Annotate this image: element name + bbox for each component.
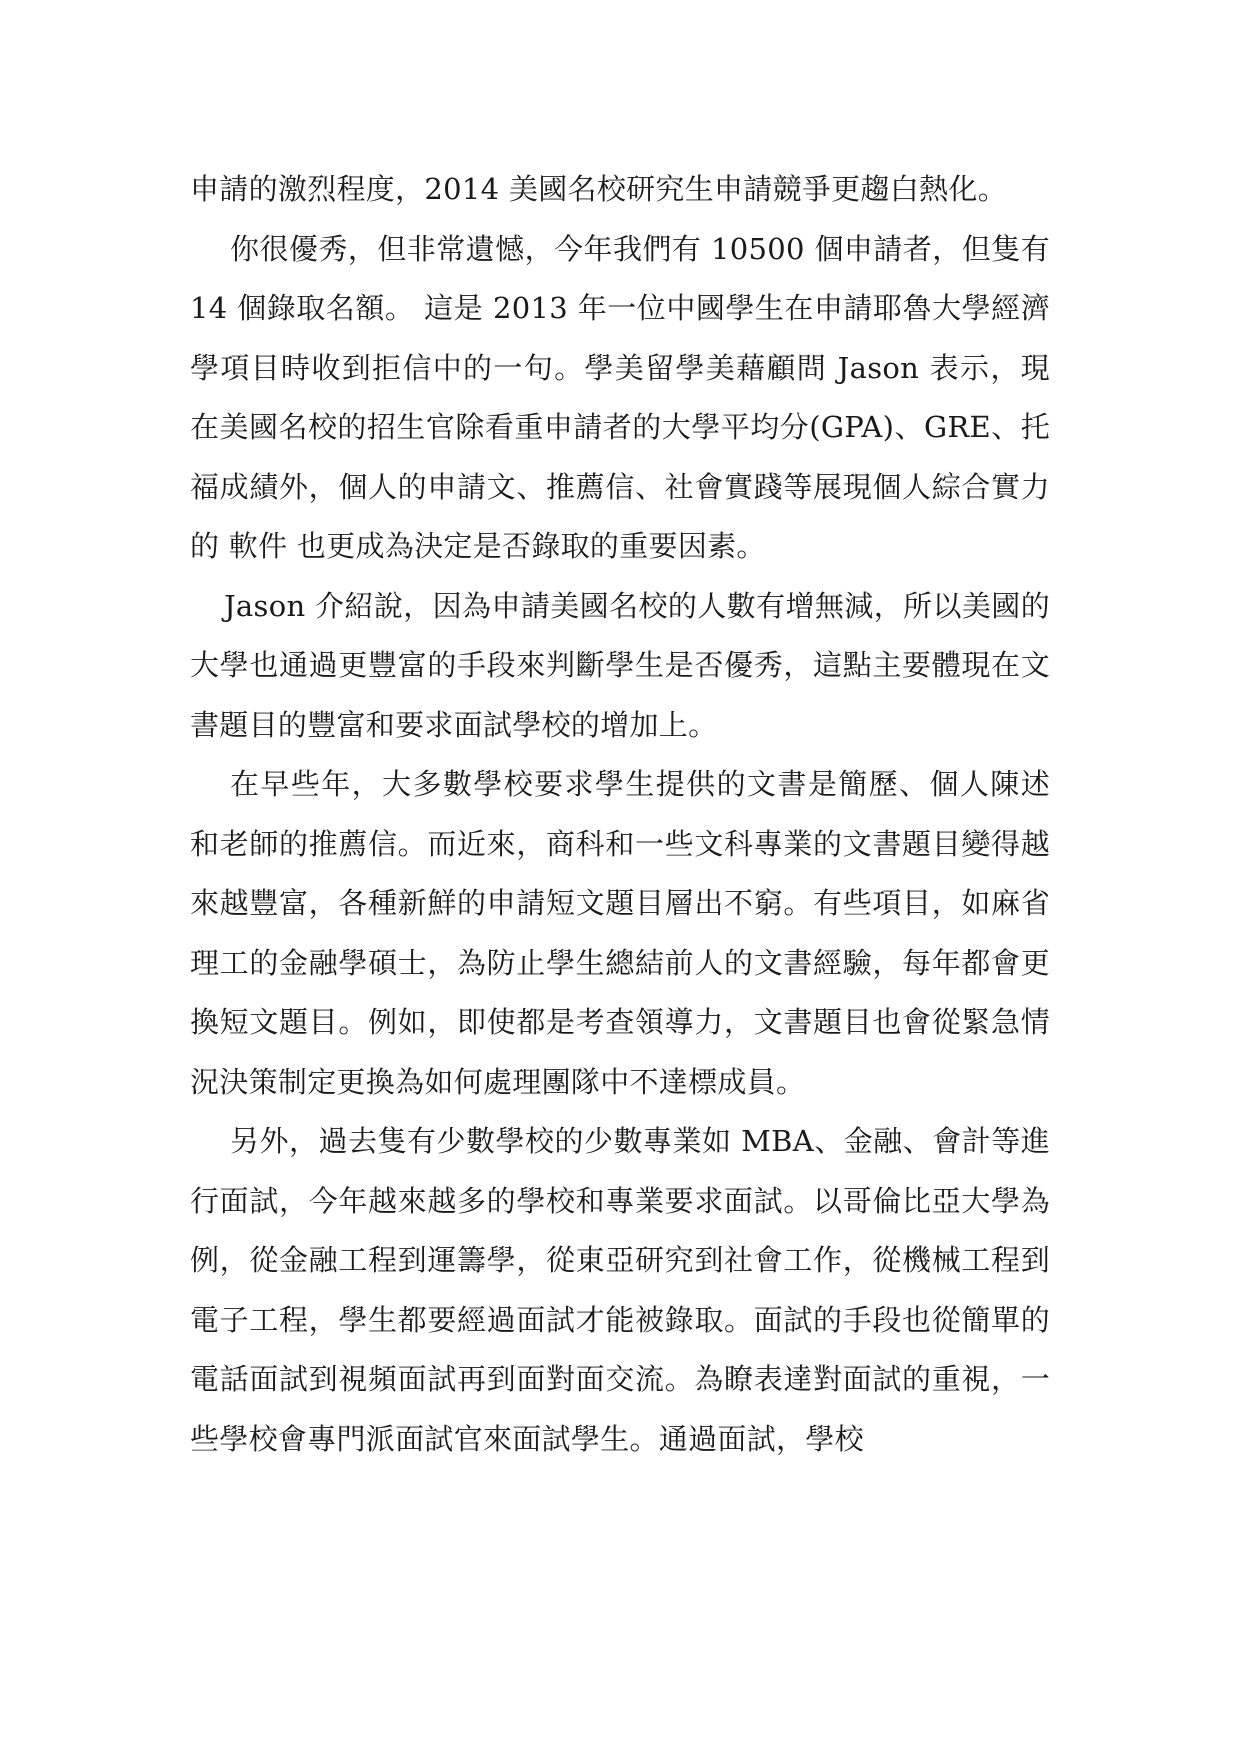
paragraph-jason-intro: Jason 介紹說，因為申請美國名校的人數有增無減，所以美國的大學也通過更豐富的手段來判斷學生是否優秀，這點主要體現在文書題目的豐富和要求面試學校的增加上。	[190, 588, 1050, 742]
body-text	[190, 160, 1050, 1469]
paragraph-rejection-letter: 你很優秀，但非常遺憾，今年我們有 10500 個申請者，但隻有 14 個錄取名額。 這是 2013 年一位中國學生在申請耶魯大學經濟學項目時收到拒信中的一句。學美留學美藉顧問 Jason 表示，現在美國名校的招生官除看重申請者的大學平均分(GPA)、GRE、托福成績外，個人的申請文、推薦信、社會實踐等展現個人綜合實力的 軟件 也更成為決定是否錄取的重要因素。	[190, 231, 1050, 563]
paragraph-continuation: 申請的激烈程度，2014 美國名校研究生申請競爭更趨白熱化。	[190, 172, 1008, 206]
paragraph-essay-topics: 在早些年，大多數學校要求學生提供的文書是簡歷、個人陳述和老師的推薦信。而近來，商科和一些文科專業的文書題目變得越來越豐富，各種新鮮的申請短文題目層出不窮。有些項目，如麻省理工的金融學碩士，為防止學生總結前人的文書經驗，每年都會更換短文題目。例如，即使都是考查領導力，文書題目也會從緊急情況決策制定更換為如何處理團隊中不達標成員。	[190, 767, 1050, 1099]
paragraph-interviews: 另外，過去隻有少數學校的少數專業如 MBA、金融、會計等進行面試，今年越來越多的學校和專業要求面試。以哥倫比亞大學為例，從金融工程到運籌學，從東亞研究到社會工作，從機械工程到電子工程，學生都要經過面試才能被錄取。面試的手段也從簡單的電話面試到視頻面試再到面對面交流。為瞭表達對面試的重視，一些學校會專門派面試官來面試學生。通過面試，學校	[190, 1124, 1050, 1456]
